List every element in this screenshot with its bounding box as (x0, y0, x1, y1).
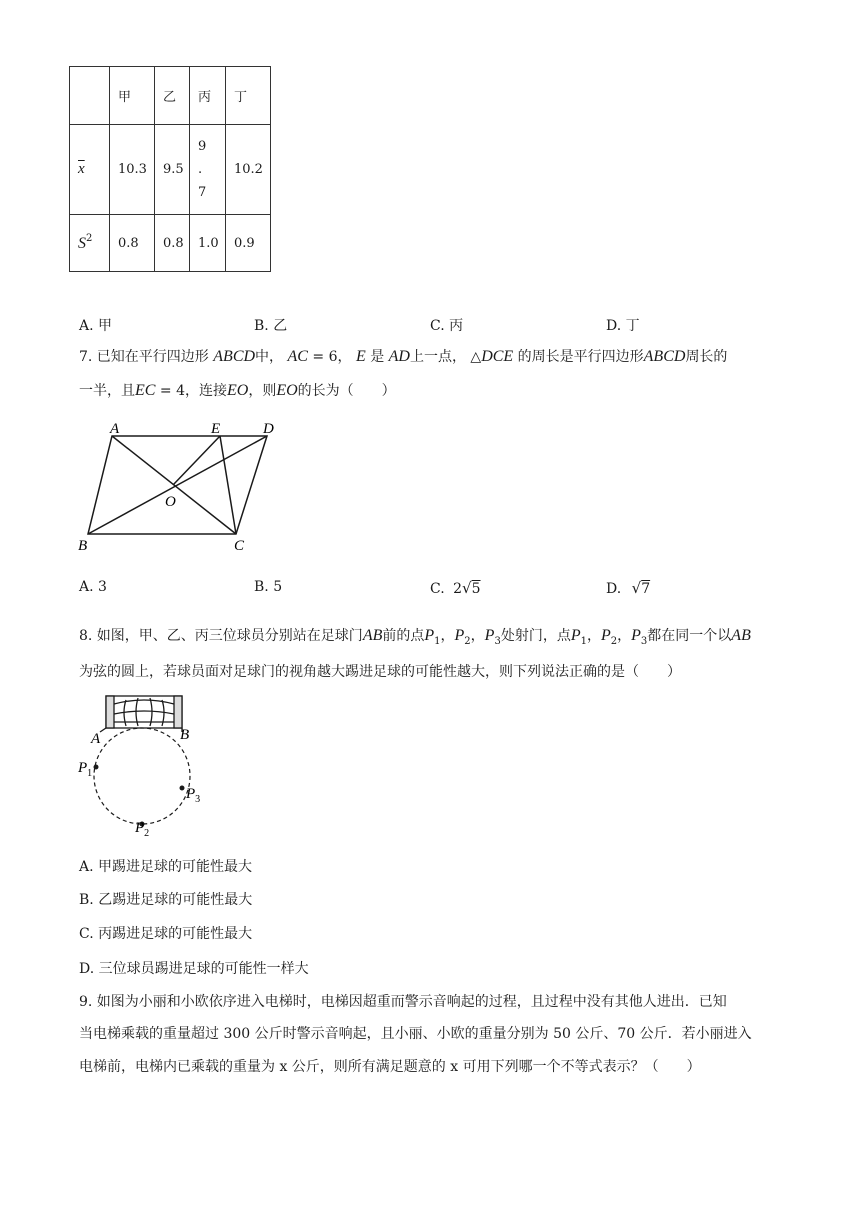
mean-yi: 9.5 (155, 125, 190, 215)
q8-line-1: 8. 如图，甲、乙、丙三位球员分别站在足球门AB前的点$P_1$，$P_2$，$P_3$处射门，点$P_1$，$P_2$，$P_3$都在同一个以AB (79, 627, 751, 647)
header-jia: 甲 (110, 67, 155, 125)
parallelogram-figure (70, 412, 290, 554)
label-a: A (110, 421, 120, 437)
table-header-row (70, 67, 271, 125)
q6-option-b[interactable]: B. 乙 (254, 318, 288, 334)
q6-option-c[interactable]: C. 丙 (430, 318, 464, 334)
stats-table (69, 66, 271, 272)
header-yi: 乙 (155, 67, 190, 125)
q9-line-3: 电梯前，电梯内已乘载的重量为 x 公斤，则所有满足题意的 x 可用下列哪一个不等式表示？（ ） (79, 1059, 701, 1075)
mean-bing: 9 . 7 (190, 125, 226, 215)
q7-line-2: 一半，且EC = 4，连接EO，则EO的长为（ ） (79, 382, 396, 399)
label-p2: $P_2$ (135, 820, 150, 839)
header-ding: 丁 (226, 67, 271, 125)
q8-option-d[interactable]: D. 三位球员踢进足球的可能性一样大 (79, 961, 309, 977)
label-a: A (91, 731, 101, 747)
q9-line-2: 当电梯乘载的重量超过 300 公斤时警示音响起，且小丽、小欧的重量分别为 50 公斤、70 公斤．若小丽进入 (79, 1026, 752, 1042)
q6-option-d[interactable]: D. 丁 (606, 318, 640, 334)
table-row-mean (70, 125, 271, 215)
q9-line-1: 9. 如图为小丽和小欧依序进入电梯时，电梯因超重而警示音响起的过程，且过程中没有其他人进出．已知 (79, 994, 727, 1010)
label-o: O (165, 494, 176, 510)
label-p1: $P_1$ (78, 760, 93, 779)
table-row-variance (70, 215, 271, 272)
var-bing: 1.0 (190, 215, 226, 272)
q7-option-b[interactable]: B. 5 (254, 579, 283, 595)
q8-line-2: 为弦的圆上，若球员面对足球门的视角越大踢进足球的可能性越大，则下列说法正确的是（ ） (79, 664, 681, 680)
label-d: D (263, 421, 274, 437)
q8-option-b[interactable]: B. 乙踢进足球的可能性最大 (79, 892, 253, 908)
q8-option-c[interactable]: C. 丙踢进足球的可能性最大 (79, 926, 253, 942)
label-c: C (234, 538, 245, 554)
mean-ding: 10.2 (226, 125, 271, 215)
mean-jia: 10.3 (110, 125, 155, 215)
goal-circle-figure (72, 692, 212, 840)
q7-option-d[interactable]: D. √7 (606, 579, 651, 597)
var-jia: 0.8 (110, 215, 155, 272)
variance-label: $S^2$ (70, 215, 110, 272)
var-ding: 0.9 (226, 215, 271, 272)
table-corner-cell (70, 67, 110, 125)
header-bing: 丙 (190, 67, 226, 125)
q7-option-c[interactable]: C. 2√5 (430, 579, 481, 597)
q8-option-a[interactable]: A. 甲踢进足球的可能性最大 (79, 859, 253, 875)
label-b: B (180, 727, 190, 743)
q7-line-1: 7. 已知在平行四边形 ABCD中， AC = 6， E 是 AD上一点， △DCE 的周长是平行四边形ABCD周长的 (79, 348, 728, 365)
q6-option-a[interactable]: A. 甲 (79, 318, 113, 334)
label-p3: $P_3$ (186, 786, 201, 805)
label-b: B (78, 538, 88, 554)
var-yi: 0.8 (155, 215, 190, 272)
mean-label: $\overline{x}$ (70, 125, 110, 215)
label-e: E (211, 421, 221, 437)
q7-option-a[interactable]: A. 3 (79, 579, 107, 595)
